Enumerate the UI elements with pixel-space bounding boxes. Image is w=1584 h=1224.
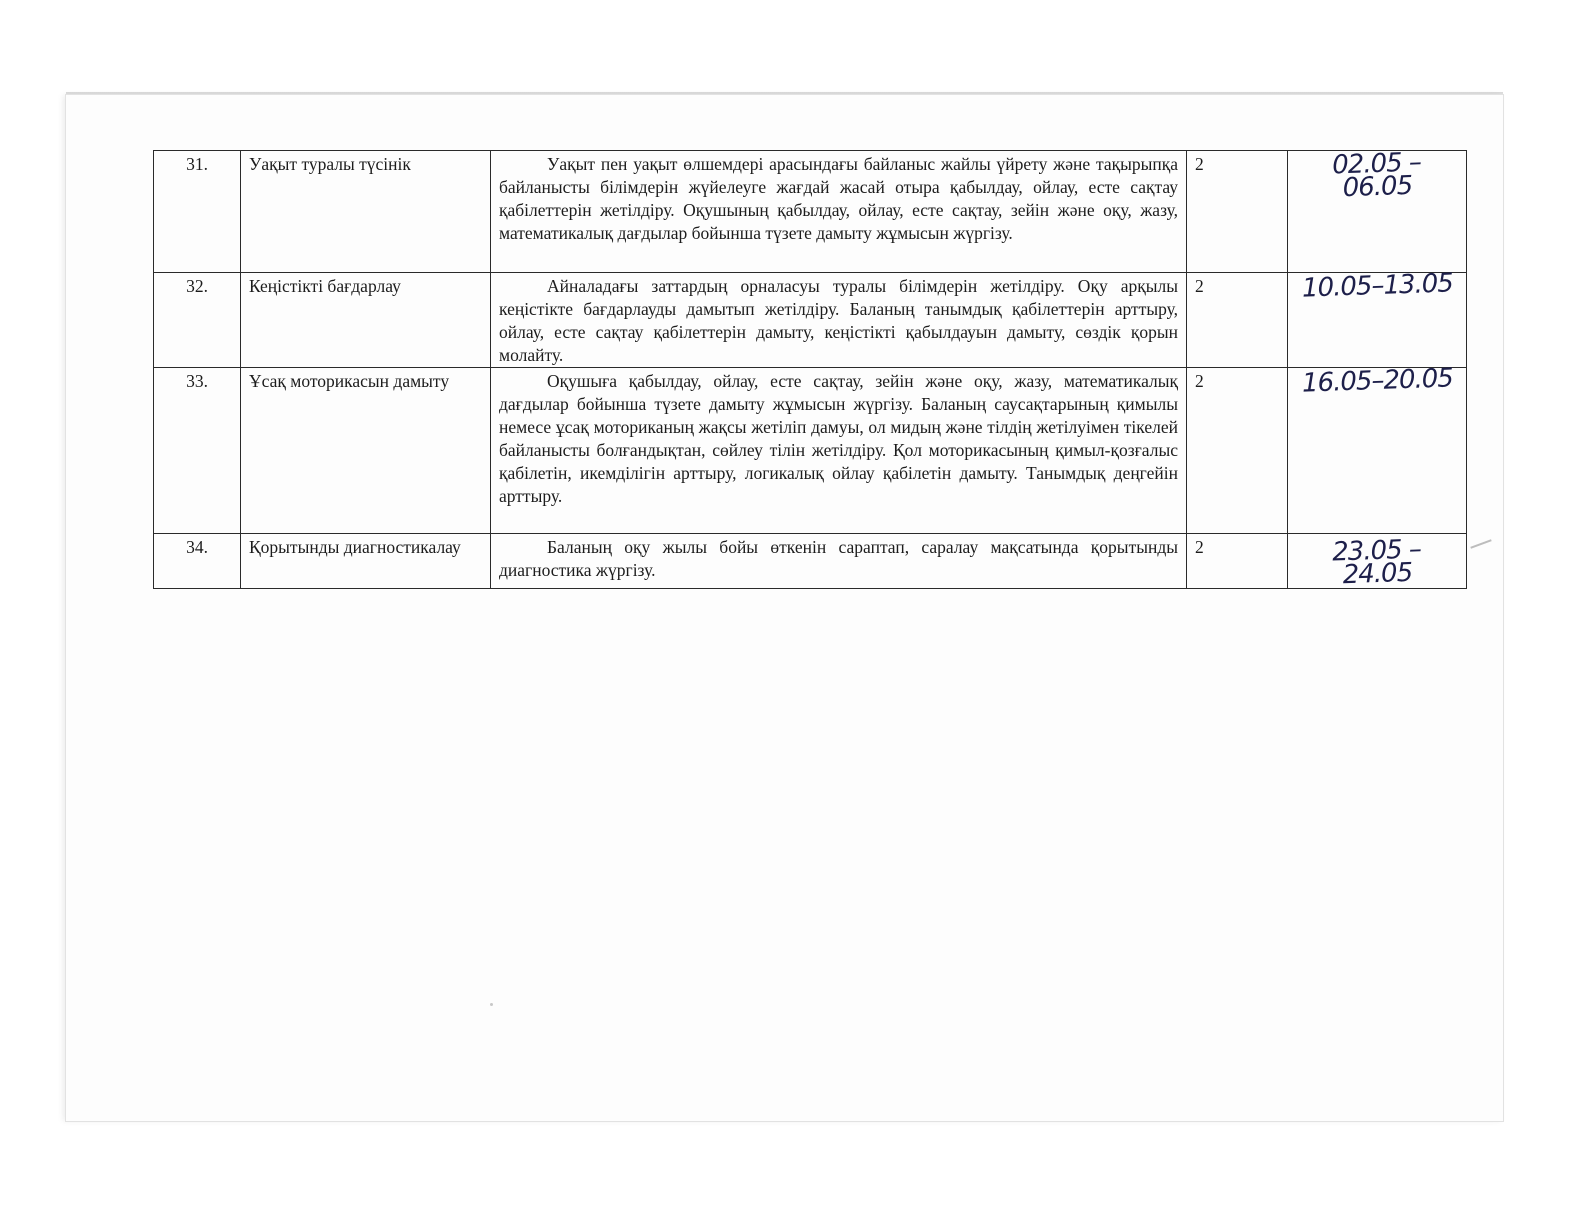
handwritten-dates: 23.05 – 24.05 bbox=[1331, 534, 1422, 591]
hours-cell: 2 bbox=[1187, 151, 1288, 273]
table-row bbox=[154, 273, 1467, 368]
date-cell bbox=[1288, 534, 1467, 589]
hours-cell: 2 bbox=[1187, 368, 1288, 534]
row-number: 32. bbox=[154, 273, 241, 368]
hours-cell: 2 bbox=[1187, 273, 1288, 368]
date-cell bbox=[1288, 147, 1467, 273]
date-cell bbox=[1288, 268, 1467, 368]
row-number: 33. bbox=[154, 368, 241, 534]
handwritten-dates: 02.05 – 06.05 bbox=[1331, 147, 1422, 204]
topic-cell: Кеңістікті бағдарлау bbox=[241, 273, 491, 368]
hours-cell: 2 bbox=[1187, 534, 1288, 589]
description-cell: Уақыт пен уақыт өлшемдері арасындағы байланыс жайлы үйрету және тақырыпқа байланысты білімдерін жүйелеуге жағдай жасай отыра қабылдау, ойлау, есте сақтау қабілеттерін жетілдіру. Оқушының қабылдау, ойлау, есте сақтау, зейін және оқу, жазу, математикалық дағдылар бойынша түзете дамыту жұмысын жүргізу. bbox=[491, 151, 1187, 273]
topic-cell: Қорытынды диагностикалау bbox=[241, 534, 491, 589]
date-cell bbox=[1288, 363, 1467, 534]
handwritten-dates: 16.05–20.05 bbox=[1301, 363, 1453, 399]
description-cell: Баланың оқу жылы бойы өткенін сараптап, саралау мақсатында қорытынды диагностика жүргізу. bbox=[491, 534, 1187, 589]
lesson-plan-table bbox=[153, 147, 1467, 591]
table-row bbox=[154, 368, 1467, 534]
description-cell: Оқушыға қабылдау, ойлау, есте сақтау, зейін және оқу, жазу, математикалық дағдылар бойынша түзете дамыту жұмысын жүргізу. Баланың саусақтарының қимылы немесе ұсақ моториканың жақсы жетіліп дамуы, ол мидың және тілдің жетілуімен тікелей байланысты болғандықтан, сөйлеу тілін жетілдіру. Қол моторикасының қимыл-қозғалыс қабілетін, икемділігін арттыру, логикалық ойлау қабілетін дамыту. Танымдық деңгейін арттыру. bbox=[491, 368, 1187, 534]
description-cell: Айналадағы заттардың орналасуы туралы білімдерін жетілдіру. Оқу арқылы кеңістікте бағдарлауды дамытып жетілдіру. Баланың танымдық қабілеттерін арттыру, ойлау, есте сақтау қабілеттерін дамыту, кеңістікті қабылдауын дамыту, сөздік қорын молайту. bbox=[491, 273, 1187, 368]
table-row bbox=[154, 151, 1467, 273]
table-row bbox=[154, 534, 1467, 589]
row-number: 34. bbox=[154, 534, 241, 589]
topic-cell: Ұсақ моторикасын дамыту bbox=[241, 368, 491, 534]
handwritten-dates: 10.05–13.05 bbox=[1301, 268, 1453, 304]
scan-dust-dot bbox=[490, 1003, 493, 1006]
topic-cell: Уақыт туралы түсінік bbox=[241, 151, 491, 273]
row-number: 31. bbox=[154, 151, 241, 273]
